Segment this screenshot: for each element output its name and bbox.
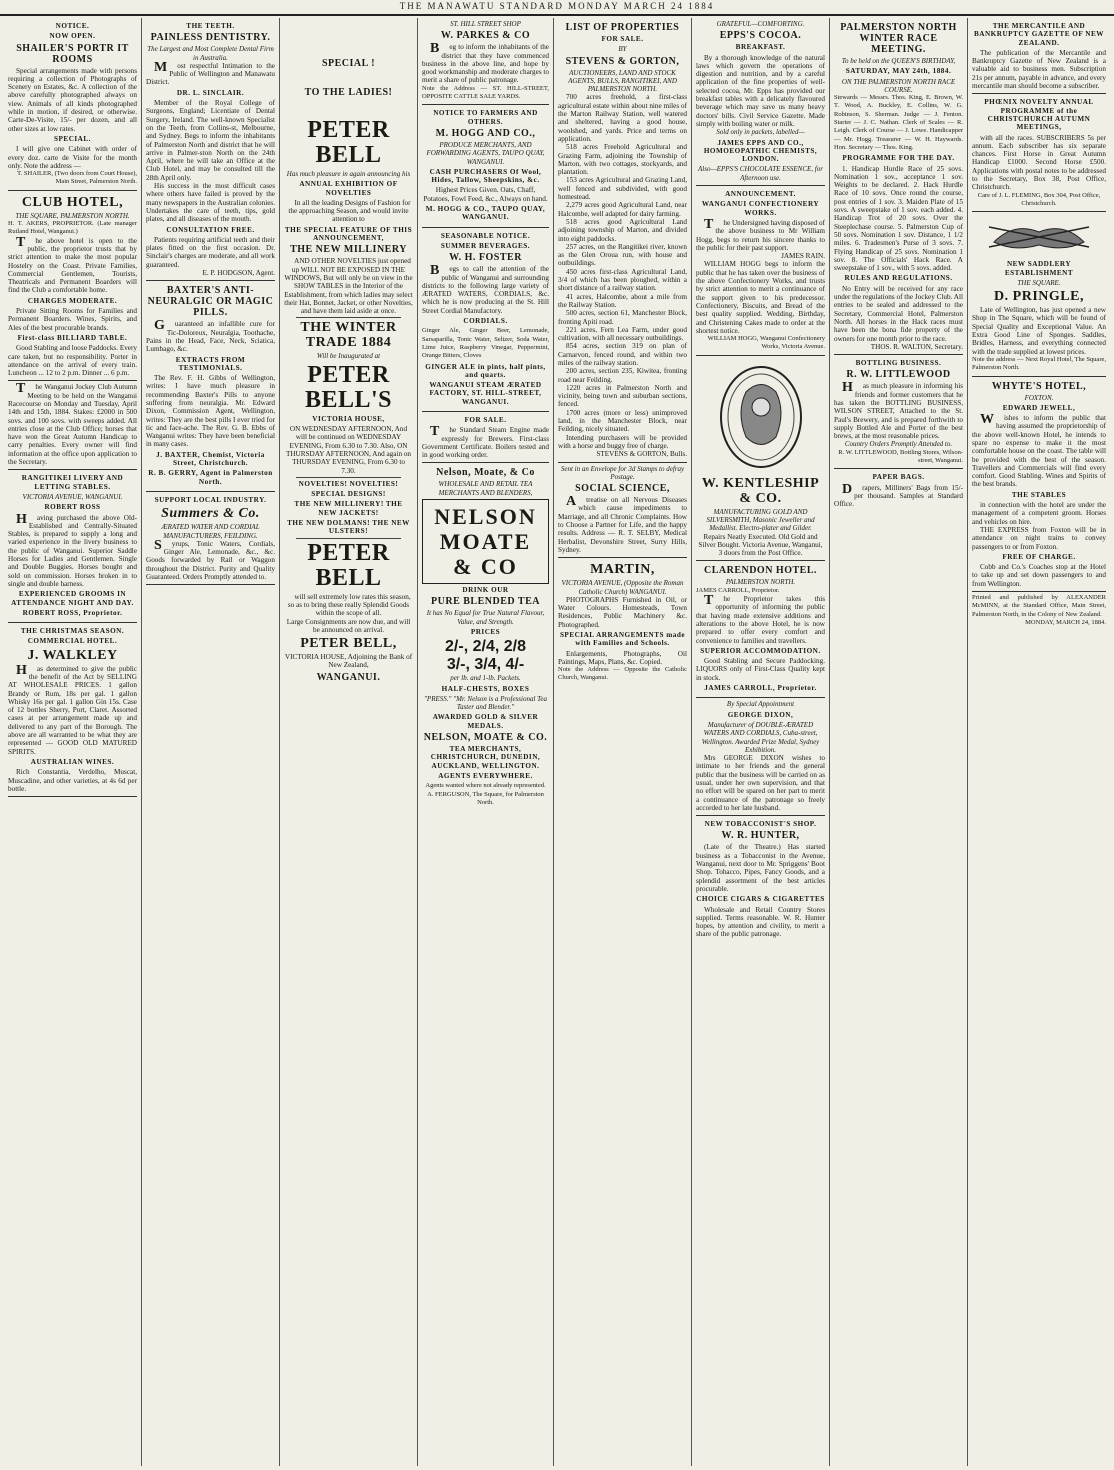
gazette-body: The publication of the Mercantile and Bankruptcy Gazette of New Zealand is a valuable aid to business men. Subscription 21s per annum, payable in advance, and every mercantile man should become a subscriber.	[972, 48, 1106, 91]
sinclair-body: Member of the Royal College of Surgeons, England; Licentiate of Dental Surgery, Ireland. The well-known Specialist on the Teeth, from Collins-st, Melbourne, and Sydney. Begs to inform the inhabitants of Palmerston North and district that he will arrive in Palmer-ston North on the 24th April, where he will take an Office at the Club Hotel, and may be consulted till the 28th April only.	[146, 99, 275, 182]
baxter-body: Guaranteed an infallible cure for Tic-Doloreux, Neuralgia, Toothache, Pains in the Head, Face, Neck, Sciatica, Lumbago, &c.	[146, 318, 275, 354]
ad-social-science	[558, 463, 687, 559]
ad-kentleship	[696, 356, 825, 562]
foxton-sub: FOXTON.	[1024, 393, 1054, 402]
column-2	[142, 18, 280, 1466]
baxter-heading: BAXTER'S ANTI-NEURALGIC OR MAGIC PILLS.	[147, 285, 274, 319]
column-5	[554, 18, 692, 1466]
club-hotel-body: The above hotel is open to the public, the proprietor trusts that by strict attention to make the most popular Hostelry on the Coast. Private Families, Commercial Gentlemen, Tourists, Theatricals and Permanent Boarders will find the Club a comfortable home.	[8, 234, 137, 295]
saddlery-heading: NEW SADDLERY ESTABLISHMENT	[1004, 260, 1074, 277]
special-body: I will give one Cabinet with order of every doz. carte de Visite for the month only. Note the address —	[8, 145, 137, 170]
social-heading: SOCIAL SCIENCE,	[575, 483, 670, 495]
press-quote: "PRESS." "Mr. Nelson is a Professional Tea Taster and Blender."	[423, 694, 548, 712]
property-item: 153 acres Agricultural and Grazing Land, well fenced and subdivided, with good homestead.	[558, 176, 687, 202]
price-line-2: 3/-, 3/4, 4/-	[446, 656, 525, 674]
ad-dixon	[696, 698, 825, 816]
cash-heading: CASH PURCHASERS Of Wool, Hides, Tallow, Sheepskins, &c.	[429, 167, 542, 185]
for-sale-heading: FOR SALE.	[601, 35, 644, 43]
peter-bell-heading-2: PETER BELL	[307, 539, 390, 591]
prices-heading: PRICES	[470, 627, 501, 636]
ad-race-meeting	[834, 18, 963, 355]
consultation-heading: CONSULTATION FREE.	[166, 225, 255, 234]
littlewood-heading: R. W. LITTLEWOOD	[846, 369, 951, 381]
epps-also: Also—EPPS'S CHOCOLATE ESSENCE, for Afternoon use.	[698, 165, 823, 182]
winter-trade-heading: THE WINTER TRADE 1884	[300, 320, 397, 351]
walton-signature: THOS. R. WALTON, Secretary.	[870, 342, 963, 351]
club-hotel-body-2: Private Sitting Rooms for Families and Permanent Boarders. Wines, Spirits, and Ales of the best procurable brands.	[8, 307, 137, 332]
club-hotel-heading: CLUB HOTEL,	[21, 194, 124, 210]
martin-note: Note the Address — Opposite the Catholic Church, Wanganui.	[558, 666, 687, 682]
confectionery-body: The Undersigned having disposed of the above business to Mr William Hogg, begs to return his sincere thanks to the public for their past support.	[696, 216, 825, 252]
imprint	[972, 592, 1106, 630]
shailer-body: Special arrangements made with persons requiring a collection of Photographs of Scenery on Estates, &c. A collection of the above carefully photographed always on view. Animals of all kinds photographed while in motion, if desired, or otherwise. Carte-De-Visite, 15/- per dozen, and all other sizes at low rates.	[8, 66, 137, 133]
ad-summers	[146, 492, 275, 585]
new-millinery-heading: THE NEW MILLINERY! THE NEW JACKETS!	[294, 500, 403, 517]
ferguson-text: Agents wanted where not already represented. A. FERGUSON, The Square, for Palmerston North.	[425, 782, 546, 806]
rules-heading: RULES AND REGULATIONS.	[844, 274, 953, 283]
stevens-signature: STEVENS & GORTON, Bulls.	[596, 450, 687, 459]
walkley-body: Has determined to give the public the benefit of the Act by SELLING AT WHOLESALE PRICES. 1 gallon Brandy or Rum, 18s per gal. 1 gallon Whisky 16s per gal. 1 gallon Gin 15s. Case of 12 bottles Sherry, Port, Claret. Assorted cases at per arrangement made up and delivered to any part of the Borough. The above are all warranted to be what they are represented — GOOD OLD MATURED SPIRITS.	[8, 662, 137, 756]
ad-saddlery	[972, 212, 1106, 376]
hogg-signature: M. HOGG & CO., TAUPO QUAY, WANGANUI.	[425, 205, 546, 222]
livery-body: Having purchased the above Old-Established and Centrally-Situated Stables, is prepared to supply a long and varied experience in the livery business to the public of Wanganui. Superior Saddle Horses for Ladies and Gentlemen. Single and Double Buggies. Horses bought and sold on commission. Horses broken in to single and double harness.	[8, 511, 137, 588]
ginger-ale-heading: GINGER ALE in pints, half pints, and quarts.	[425, 362, 546, 379]
property-item: 854 acres, section 319 on plan of Carnarvon, fenced round, and within two miles of the railway station.	[558, 342, 687, 367]
club-hotel-proprietor: H. T. AKERS, PROPRIETOR. (Late manager Rutland Hotel, Wanganui.)	[8, 220, 137, 236]
ad-whytes-hotel	[972, 377, 1106, 593]
stamps-text: Sent in an Envelope for 3d Stamps to defray Postage.	[560, 464, 685, 481]
painless-heading: PAINLESS DENTISTRY.	[150, 32, 271, 44]
tobacco-heading: NEW TOBACCONIST'S SHOP.	[704, 820, 817, 829]
ad-hogg	[422, 105, 549, 227]
grateful-text: GRATEFUL—COMFORTING.	[716, 20, 805, 28]
intending-text: Intending purchasers will be provided with a horse and buggy free of charge.	[558, 433, 687, 450]
paper-bags-heading: PAPER BAGS.	[872, 473, 925, 482]
australian-wines-heading: AUSTRALIAN WINES.	[30, 757, 115, 766]
peter-bell-address: VICTORIA HOUSE, Adjoining the Bank of New Zealand,	[284, 653, 413, 670]
column-8	[968, 18, 1110, 1466]
commercial-hotel-heading: COMMERCIAL HOTEL.	[27, 637, 118, 646]
property-list	[558, 93, 687, 433]
special-feature-heading: THE SPECIAL FEATURE OF THIS ANNOUNCEMENT,	[284, 225, 413, 243]
breakfast-heading: BREAKFAST.	[735, 43, 786, 52]
column-6	[692, 18, 830, 1466]
property-item: 257 acres, on the Rangitikei river, known as the Glen Oroua run, with house and outbuildings.	[558, 242, 687, 268]
saddlery-engraving	[984, 217, 1094, 257]
parkes-body: Beg to inform the inhabitants of the district that they have commenced business in the above line, and hope by good workmanship and moderate charges to merit a share of public patronage.	[422, 41, 550, 85]
clarendon-sub: PALMERSTON NORTH.	[725, 578, 796, 587]
schedule-text: ON WEDNESDAY AFTERNOON, And will be continued on WEDNESDAY EVENING, From 6.30 to 7.30. Also, ON THURSDAY AFTERNOON, And again on THURSDAY EVENING, From 6.30 to 7.30.	[285, 425, 412, 475]
parkes-heading: W. PARKES & CO	[440, 30, 531, 42]
ad-shailer	[8, 18, 137, 191]
summers-heading: Summers & Co.	[161, 506, 260, 522]
cities-heading: TEA MERCHANTS, CHRISTCHURCH, DUNEDIN, AUCKLAND, WELLINGTON.	[430, 745, 541, 770]
summer-heading: SUMMER BEVERAGES.	[440, 241, 531, 250]
nelson-heading: Nelson, Moate, & Co	[436, 467, 535, 479]
confectionery-heading: WANGANUI CONFECTIONERY WORKS.	[701, 200, 820, 217]
property-item: 518 acres Freehold Agricultural and Grazing Farm, adjoining the Township of Marton, with two cottages, stockyards, and plantation.	[558, 143, 687, 177]
hogg-sub: PRODUCE MERCHANTS, AND FORWARDING AGENTS, TAUPO QUAY, WANGANUI.	[426, 140, 545, 166]
price-line-1: 2/-, 2/4, 2/8	[445, 638, 526, 656]
free-heading: FREE OF CHARGE.	[1002, 552, 1076, 561]
special-heading: SPECIAL !	[321, 58, 376, 69]
parkes-signature: Note the Address — ST. HILL-STREET, OPPOSITE CATTLE SALE YARDS.	[422, 84, 549, 101]
property-item: 450 acres first-class Agricultural Land, 3/4 of which has been ploughed, within a short distance of a railway station.	[558, 267, 687, 293]
cigars-heading: CHOICE CIGARS & CIGARETTES	[696, 895, 825, 904]
race-venue: ON THE PALMERSTON NORTH RACE COURSE.	[841, 77, 956, 94]
victoria-house-heading: VICTORIA HOUSE,	[312, 414, 385, 423]
column-7	[830, 18, 968, 1466]
billiard-heading: First-class BILLIARD TABLE.	[17, 333, 128, 342]
pure-tea-heading: PURE BLENDED TEA	[431, 596, 540, 608]
social-body: Atreatise on all Nervous Diseases which cause impediments to Marriage, and all Chronic Complaints. How to Choose a Partner for Life, and the happy results. Address — R. T. SELBY, Medical Herbalist, Devonshire Street, Surry Hills, Sydney.	[558, 494, 687, 554]
kentleship-body: Repairs Neatly Executed. Old Gold and Silver Bought. Victoria Avenue, Wanganui, 3 doors from the Post Office.	[698, 532, 823, 558]
ad-parkes	[422, 18, 549, 105]
nelson-logo-box	[422, 499, 549, 584]
peter-bells-heading: PETER BELL'S	[304, 361, 393, 413]
dixon-sub: Manufacturer of DOUBLE-ÆRATED WATERS AND CORDIALS, Cuba-street, Wellington. Awarded Prize Medal, Sydney Exhibition.	[701, 720, 820, 754]
imprint-date: MONDAY, MARCH 24, 1884.	[1025, 618, 1106, 626]
ad-livery	[8, 470, 137, 623]
column-4	[418, 18, 554, 1466]
walkley-heading: J. WALKLEY	[27, 647, 118, 663]
clarendon-body-2: Good Stabling and Secure Paddocking. LIQUORS only of First-Class Quality kept in stock.	[696, 657, 825, 682]
dixon-body: Mrs GEORGE DIXON wishes to intimate to her friends and the general public that the business will be carried on as usual, under her own supervision, and that no effort will be spared on her part to merit a continuance of the patronage so freely accorded to her late husband.	[696, 754, 825, 812]
jewell-body: Wishes to inform the public that having assumed the proprietorship of the above well-known Hotel, he intends to spare no expense to make it the most comfortable house on the coast. The table will be provided with the best of the season. Travellers and Commercials will find every comfort. Good Stabling. Wines and Spirits of the best brands.	[972, 412, 1106, 489]
summers-sub: ÆRATED WATER AND CORDIAL MANUFACTURERS, FEILDING.	[161, 523, 260, 540]
express-text: THE EXPRESS from Foxton will be in attendance on night trains to convey passengers to or from Foxton.	[972, 525, 1106, 551]
dentist-intro: The Largest and Most Complete Dental Firm in Australia.	[147, 45, 274, 62]
for-sale-heading: FOR SALE.	[464, 415, 507, 424]
property-item: 1220 acres in Palmerston North and vicinity, being town and suburban sections, fenced.	[558, 383, 687, 409]
baxter-agent: R. B. GERRY, Agent in Palmerston North.	[148, 469, 273, 486]
race-meeting-heading: PALMERSTON NORTH WINTER RACE MEETING.	[840, 22, 957, 55]
hogg-heading: M. HOGG AND CO.,	[435, 127, 536, 139]
to-ladies-heading: TO THE LADIES!	[304, 87, 393, 98]
pringle-note: Note the address — Next Royal Hotel, The Square, Palmerston North.	[972, 355, 1106, 372]
teeth-heading: THE TEETH.	[186, 22, 235, 30]
bottling-heading: BOTTLING BUSINESS.	[855, 359, 942, 368]
clarendon-body: The Proprietor takes this opportunity of informing the public that having made extensive additions and alterations to the above Hotel, he is now prepared to offer every comfort and convenience to families and travellers.	[696, 593, 825, 645]
special-heading: SPECIAL.	[54, 134, 91, 143]
cordials-list: Ginger Ale, Ginger Beer, Lemonade, Sarsaparilla, Tonic Water, Seltzer, Soda Water, Lime Juice, Raspberry Vinegar, Peppermint, Orange Bitters, Cloves	[422, 327, 549, 360]
charges-heading: CHARGES MODERATE.	[27, 296, 118, 305]
ad-epps	[696, 18, 825, 186]
exhibition-heading: ANNUAL EXHIBITION OF NOVELTIES	[299, 180, 398, 197]
rules-body: No Entry will be received for any race under the regulations of the Jockey Club. All entries to be sealed and addressed to the Secretary, Commercial Hotel, Palmerston North. All horses in the Hack races must have been the bona fide property of the owners for one month prior to the race.	[834, 284, 963, 343]
epps-heading: EPPS'S COCOA.	[719, 30, 802, 42]
nelson-logo: NELSON MOATE & CO	[434, 504, 537, 580]
clarendon-heading: CLARENDON HOTEL.	[703, 565, 817, 577]
imprint-text: Printed and published by ALEXANDER McMINN, at the Standard Office, Main Street, Palmerston North, in the Colony of New Zealand.	[972, 594, 1106, 618]
kentleship-heading: W. KENTLESHIP & CO.	[701, 475, 820, 506]
pringle-heading: D. PRINGLE,	[994, 289, 1084, 305]
hogg-body: WILLIAM HOGG begs to inform the public that he has taken over the business of the above Confectionery Works, and trusts by strict attention to merit a continuance of the support given to his predecessor. Confectionery, Biscuits, and Bread of the best quality supplied. Wedding, Birthday, and Christening Cakes made to order at the shortest notice.	[696, 260, 825, 335]
ad-baxter	[146, 281, 275, 492]
martin-heading: MARTIN,	[590, 562, 655, 578]
baxter-signature: J. BAXTER, Chemist, Victoria Street, Christchurch.	[156, 450, 265, 468]
ad-properties	[558, 18, 687, 463]
masthead: THE MANAWATU STANDARD MONDAY MARCH 24 1884	[0, 0, 1114, 16]
ad-walkley	[8, 623, 137, 797]
property-item: 1700 acres (more or less) unimproved land, in the Manchester Block, near Feilding, nicely situated.	[558, 408, 687, 434]
programme-heading: PROGRAMME FOR THE DAY.	[842, 154, 955, 163]
enlargements-text: Enlargements, Photographs, Oil Paintings, Maps, Plans, &c. Copied.	[558, 649, 687, 666]
property-item: 500 acres, section 61, Manchester Block, fronting Apiti road.	[558, 309, 687, 326]
peter-bell-heading-3: PETER BELL,	[300, 636, 397, 652]
hodgson-agent: E. P. HODGSON, Agent.	[202, 269, 275, 278]
phoenix-heading: PHŒNIX NOVELTY ANNUAL PROGRAMME of the CHRISTCHURCH AUTUMN MEETINGS,	[984, 98, 1094, 132]
foster-heading: W. H. FOSTER	[449, 252, 522, 264]
superior-heading: SUPERIOR ACCOMMODATION.	[700, 646, 821, 655]
properties-heading: LIST OF PROPERTIES	[565, 22, 680, 33]
clarendon-signature: JAMES CARROLL, Proprietor.	[704, 684, 817, 693]
grooms-heading: EXPERIENCED GROOMS IN ATTENDANCE NIGHT AND DAY.	[11, 590, 134, 607]
paper-bags-body: Drapers, Milliners' Bags from 15/- per thousand. Samples at Standard Office.	[834, 481, 963, 509]
for-sale-body: The Standard Steam Engine made expressly for Brewers. First-class Government Certificate. Boilers tested and in good working order.	[422, 424, 549, 460]
pure-tea-sub: It has No Equal for True Natural Flavour, Value, and Strength.	[426, 609, 545, 626]
agents-heading: AGENTS EVERYWHERE.	[438, 771, 533, 780]
rain-signature: JAMES RAIN.	[781, 252, 825, 261]
special-arrangements-heading: SPECIAL ARRANGEMENTS made with Families and Schools.	[559, 631, 686, 648]
ad-foster	[422, 228, 549, 412]
race-programme: 1. Handicap Hurdle Race of 25 sovs. Nomination 1 sov., acceptance 1 sov. Weights to be declared. 2. Hack Hurdle Race of 10 sovs. Once round the course, post entries of 1 sov. 3. Maiden Plate of 15 sovs. A sweepstake of 1 sov. each added. 4. Handicap Trot of 20 sovs. Over the Steeplechase course. 5. Palmerston Cup of 50 sovs. Nomination 1 sov. Distance, 1 1/2 miles. 6. Tradesmen's Purse of 3 sovs. 7. Flying Handicap of 25 sovs. Nomination 1 sov. 8. The Officials' Hack Race. A sweepstake of 1 sov., with 5 sovs. added.	[834, 164, 963, 273]
square-sub: THE SQUARE.	[1017, 278, 1061, 287]
notice-heading: NOTICE.	[55, 22, 90, 30]
race-date: SATURDAY, MAY 24th, 1884.	[845, 67, 952, 76]
stables-body: in connection with the hotel are under the management of a competent groom. Horses and vehicles on hire.	[972, 501, 1106, 526]
stewards-text: Stewards — Messrs. Thos. King, E. Brown, W. T. Wood, A. Buckley, E. Collins, W. G. Robinson, S. Sherman. Judge — J. Fenton. Starter — J. C. Nathan. Clerk of Scales — R. Leigh. Clerk of Course — J. Lowe. Handicapper — Mr. Hogg. Treasurer — W. H. Haywards. Hon. Secretary — Thos. King.	[834, 94, 963, 151]
livery-heading: RANGITIKEI LIVERY AND LETTING STABLES.	[21, 474, 124, 491]
dolmans-heading: THE NEW DOLMANS! THE NEW ULSTERS!	[287, 519, 410, 536]
consultation-body: Patients requiring artificial teeth and their plates fitted on the first occasion. Dr. Sinclair's charges are moderate, and all work guaranteed.	[146, 235, 275, 269]
half-chests-heading: HALF-CHESTS, BOXES	[441, 684, 530, 693]
steam-factory-heading: WANGANUI STEAM ÆRATED FACTORY, ST. HILL-STREET, WANGANUI.	[429, 381, 542, 406]
pringle-body: Late of Wellington, has just opened a new Shop in The Square, which will be found of Special Quality and Exceptional Value. An Extra Good Line of Sponges. Saddles, Bridles, Harness, and everything connected with the trade supplied at lowest prices.	[972, 306, 1106, 356]
testimonials-body: The Rev. F. H. Gibbs of Wellington, writes: I have much pleasure in recommending Baxter's Pills to anyone suffering from neuralgia. Mr. Edward Dixon, Commission Agent, Wellington, writes: They are the best pills I ever tried for tic and face-ache. The Rev. G. B. Ebbs of Wanganui writes: They have been beneficial in many cases.	[146, 374, 275, 449]
phoenix-body: with all the races. SUBSCRIBERS 5s per annum. Each subscriber has six separate chances. First Horse in Great Autumn Handicap £1000. Second Horse £500. Applications with postal notes to be addressed to the Secretary, Box 38, Post Office, Christchurch.	[972, 133, 1106, 192]
columns	[4, 18, 1110, 1466]
club-hotel-body-3: Good Stabling and loose Paddocks. Every care taken, but no responsibility. Porter in attendance on the arrival of every train. Luncheon ... 12 to 2 p.m. Dinner ... 6 p.m.	[8, 344, 137, 378]
hogg-signature: WILLIAM HOGG, Wanganui Confectionery Works, Victoria Avenue.	[707, 335, 825, 351]
property-item: 41 acres, Halcombe, about a mile from the Railway Station.	[558, 292, 687, 309]
livery-signature: ROBERT ROSS, Proprietor.	[22, 608, 123, 617]
drink-heading: DRINK OUR	[462, 586, 509, 595]
livery-sub: VICTORIA AVENUE, WANGANUI.	[22, 492, 123, 501]
property-item: 221 acres, Fern Lea Farm, under good cultivation, with all necessary outbuildings.	[558, 325, 687, 343]
clarendon-proprietor: JAMES CARROLL, Proprietor.	[696, 586, 780, 594]
country-orders-text: Country Orders Promptly Attended to.	[844, 440, 953, 449]
stevens-gorton-heading: STEVENS & GORTON,	[565, 55, 680, 67]
ad-gazette	[972, 18, 1106, 94]
hunter-body: (Late of the Theatre.) Has started business as a Tobacconist in the Avenue, Wanganui, next door to Mr. Spriggens' Boot Shop. Tobacco, Pipes, Fancy Goods, and a splendid assortment of the best articles procurable.	[696, 843, 825, 893]
epps-body: By a thorough knowledge of the natural laws which govern the operations of digestion and nutrition, and by a careful application of the fine properties of well-selected cocoa, Mr. Epps has provided our breakfast tables with a delicately flavoured beverage which may save us many heavy doctors' bills. Civil Service Gazette. Made simply with boiling water or milk.	[696, 53, 825, 128]
peter-bell-body-2: AND OTHER NOVELTIES just opened up WILL NOT BE EXPOSED IN THE WINDOWS, But will only be on view in the SHOW TABLES in the Interior of the Establishment, from which ladies may select their Hat, Bonnet, Jacket, or other Novelties, and have them laid aside at once.	[284, 257, 413, 316]
novelties-heading: NOVELTIES! NOVELTIES!	[298, 479, 399, 488]
ad-nelson-moate	[422, 463, 549, 810]
ad-confectionery	[696, 186, 825, 356]
hogg-prices: Highest Prices Given. Oats, Chaff, Potatoes, Fowl Feed, &c., Always on hand.	[423, 186, 548, 203]
racing-body: The Wanganui Jockey Club Autumn Meeting to be held on the Wanganui Racecourse on Monday and Tuesday, April 14th and 15th, 1884. Stakes: £2000 in 500 sovs. and 100 sovs. with sweeps added. All entries close at the Club Office; horses that have won the Great Autumn Handicap to carry penalties. Every owner will find information at the office upon application to the Secretary.	[8, 381, 137, 467]
ad-clarendon	[696, 561, 825, 698]
nelson-footer: NELSON, MOATE & CO.	[423, 732, 548, 744]
queen-birthday-text: To be held on the QUEEN'S BIRTHDAY,	[841, 57, 956, 65]
parkes-top: ST. HILL STREET SHOP	[450, 20, 521, 28]
summers-body: Syrups, Tonic Waters, Cordials, Ginger Ale, Lemonade, &c., &c. Goods forwarded by Rail or Waggon throughout the District. Purity and Quality Guaranteed. Orders Promptly attended to.	[146, 537, 275, 582]
support-heading: SUPPORT LOCAL INDUSTRY.	[154, 495, 267, 504]
seasonable-heading: SEASONABLE NOTICE.	[440, 231, 531, 240]
dentist-body: Most respectful Intimation to the Public of Wellington and Manawatu District.	[146, 59, 275, 87]
sinclair-heading: DR. L. SINCLAIR.	[176, 88, 245, 97]
designs-heading: SPECIAL DESIGNS!	[311, 490, 386, 499]
littlewood-body: Has much pleasure in informing his friends and former customers that he has taken the BOTTLING BUSINESS, WILSON STREET, Attached to the St. Paul's Brewery, and is prepared forthwith to supply Bottled Ale and Porter of the best brews, at the most reasonable prices.	[834, 380, 963, 441]
ad-phoenix	[972, 94, 1106, 212]
wines-body: Rich Constantia, Verdelho, Muscat, Muscadine, and other varieties, at 4s 6d per bottle.	[8, 768, 137, 793]
club-hotel-sub: THE SQUARE, PALMERSTON NORTH.	[15, 211, 130, 220]
cobb-text: Cobb and Co.'s Coaches stop at the Hotel to take up and set down passengers to and from Wellington.	[972, 563, 1106, 588]
kentleship-sub: MANUFACTURING GOLD AND SILVERSMITH, Masonic Jeweller and Medallist. Electro-plater and Gilder.	[706, 507, 815, 533]
peter-bell-heading: PETER BELL	[307, 117, 390, 168]
medal-engraving	[716, 362, 806, 472]
by-text: BY	[618, 45, 627, 54]
stables-heading: THE STABLES	[1011, 490, 1067, 499]
property-item: 700 acres freehold, a first-class agricultural estate within about nine miles of the Marton Railway Station, well watered and sheltered, having a good house, woolshed, and yards. Price and terms on application.	[558, 93, 687, 143]
awarded-heading: AWARDED GOLD & SILVER MEDALS.	[432, 713, 539, 730]
peter-bell-intro: Has much pleasure in again announcing his	[286, 170, 411, 178]
millinery-heading: THE NEW MILLINERY	[290, 244, 407, 256]
appointment-text: By Special Appointment	[726, 700, 795, 709]
martin-sub: VICTORIA AVENUE, (Opposite the Roman Catholic Church) WANGANUI.	[561, 579, 684, 596]
column-3	[280, 18, 418, 1466]
dixon-heading: GEORGE DIXON,	[727, 710, 794, 719]
column-1	[4, 18, 142, 1466]
inaugurated-text: Will be Inaugurated at	[316, 352, 381, 361]
photos-text: PHOTOGRAPHS Furnished in Oil, or Water Colours. Homesteads, Town Residences, Public Machinery &c. Photographed.	[558, 595, 687, 629]
ad-littlewood	[834, 355, 963, 469]
ad-paper-bags	[834, 469, 963, 511]
hunter-footer: Wholesale and Retail Country Stores supplied. Terms reasonable. W. R. Hunter hopes, by attention and civility, to merit a share of the public patronage.	[696, 905, 825, 939]
now-open-heading: NOW OPEN.	[49, 32, 96, 41]
peter-bell-body: In all the leading Designs of Fashion for the approaching Season, and would invite attention to	[288, 198, 411, 224]
ad-dentistry	[146, 18, 275, 281]
cordials-heading: CORDIALS.	[463, 317, 508, 326]
littlewood-signature: R. W. LITTLEWOOD, Bottling Stores, Wilson-street, Wanganui.	[838, 448, 963, 465]
james-epps-heading: JAMES EPPS AND CO., HOMOEOPATHIC CHEMISTS, LONDON.	[703, 138, 818, 164]
sinclair-body-2: His success in the most difficult cases where others have failed is proved by the many newspapers in the Australian colonies. Undertakes the care of teeth, tips, gold plates, and all diseases of the mouth.	[146, 182, 275, 224]
foster-body: Begs to call the attention of the public of Wanganui and surrounding districts to the following large variety of ÆRATED WATERS, CORDIALS, &c. which he is now producing at the St. Hill Street Cordial Manufactory.	[422, 263, 549, 315]
testimonials-heading: EXTRACTS FROM TESTIMONIALS.	[175, 355, 246, 372]
shailer-signature: T. SHAILER, (Two doors from Court House), Main Street, Palmerston North.	[17, 170, 137, 186]
ad-racing	[8, 381, 137, 470]
packets-text: Sold only in packets, labelled—	[716, 128, 805, 137]
farmers-heading: NOTICE TO FARMERS AND OTHERS.	[433, 109, 538, 126]
property-item: 2,279 acres good Agricultural Land, near Halcombe, well adapted for dairy farming.	[558, 201, 687, 218]
per-lb-text: per lb. and 1-lb. Packets.	[450, 674, 521, 683]
shailer-heading: SHAILER'S PORTR IT ROOMS	[16, 42, 129, 65]
property-item: 200 acres, section 235, Kiwitea, fronting road near Feilding.	[558, 367, 687, 384]
hunter-heading: W. R. HUNTER,	[721, 830, 800, 842]
nelson-sub: WHOLESALE AND RETAIL TEA MERCHANTS AND BLENDERS,	[438, 480, 533, 497]
livery-proprietor: ROBERT ROSS	[44, 503, 101, 512]
peter-bell-body-3: will sell extremely low rates this season, so as to bring these really Splendid Goods within the scope of all.	[287, 592, 411, 618]
announcement-heading: ANNOUNCEMENT.	[725, 190, 796, 199]
fleming-address: Care of J. L. FLEMING, Box 304, Post Office, Christchurch.	[977, 191, 1101, 207]
ad-club-hotel	[8, 191, 137, 382]
ad-martin	[558, 558, 687, 686]
ad-for-sale	[422, 412, 549, 463]
property-item: 518 acres good Agricultural Land adjoining township of Marton, and divided into eight paddocks.	[558, 217, 687, 243]
ad-peter-bell	[284, 18, 413, 688]
gazette-heading: THE MERCANTILE AND BANKRUPTCY GAZETTE OF NEW ZEALAND.	[974, 22, 1104, 47]
whytes-heading: WHYTE'S HOTEL,	[991, 380, 1087, 392]
ad-hunter	[696, 816, 825, 942]
jewell-heading: EDWARD JEWELL,	[1002, 403, 1076, 412]
wanganui-heading: WANGANUI.	[316, 671, 381, 683]
auctioneers-sub: AUCTIONEERS, LAND AND STOCK AGENTS, BULLS, RANGITIKEI, AND PALMERSTON NORTH.	[568, 68, 677, 94]
christmas-heading: THE CHRISTMAS SEASON.	[20, 627, 125, 636]
large-consign-text: Large Consignments are now due, and will be announced on arrival.	[286, 617, 411, 634]
